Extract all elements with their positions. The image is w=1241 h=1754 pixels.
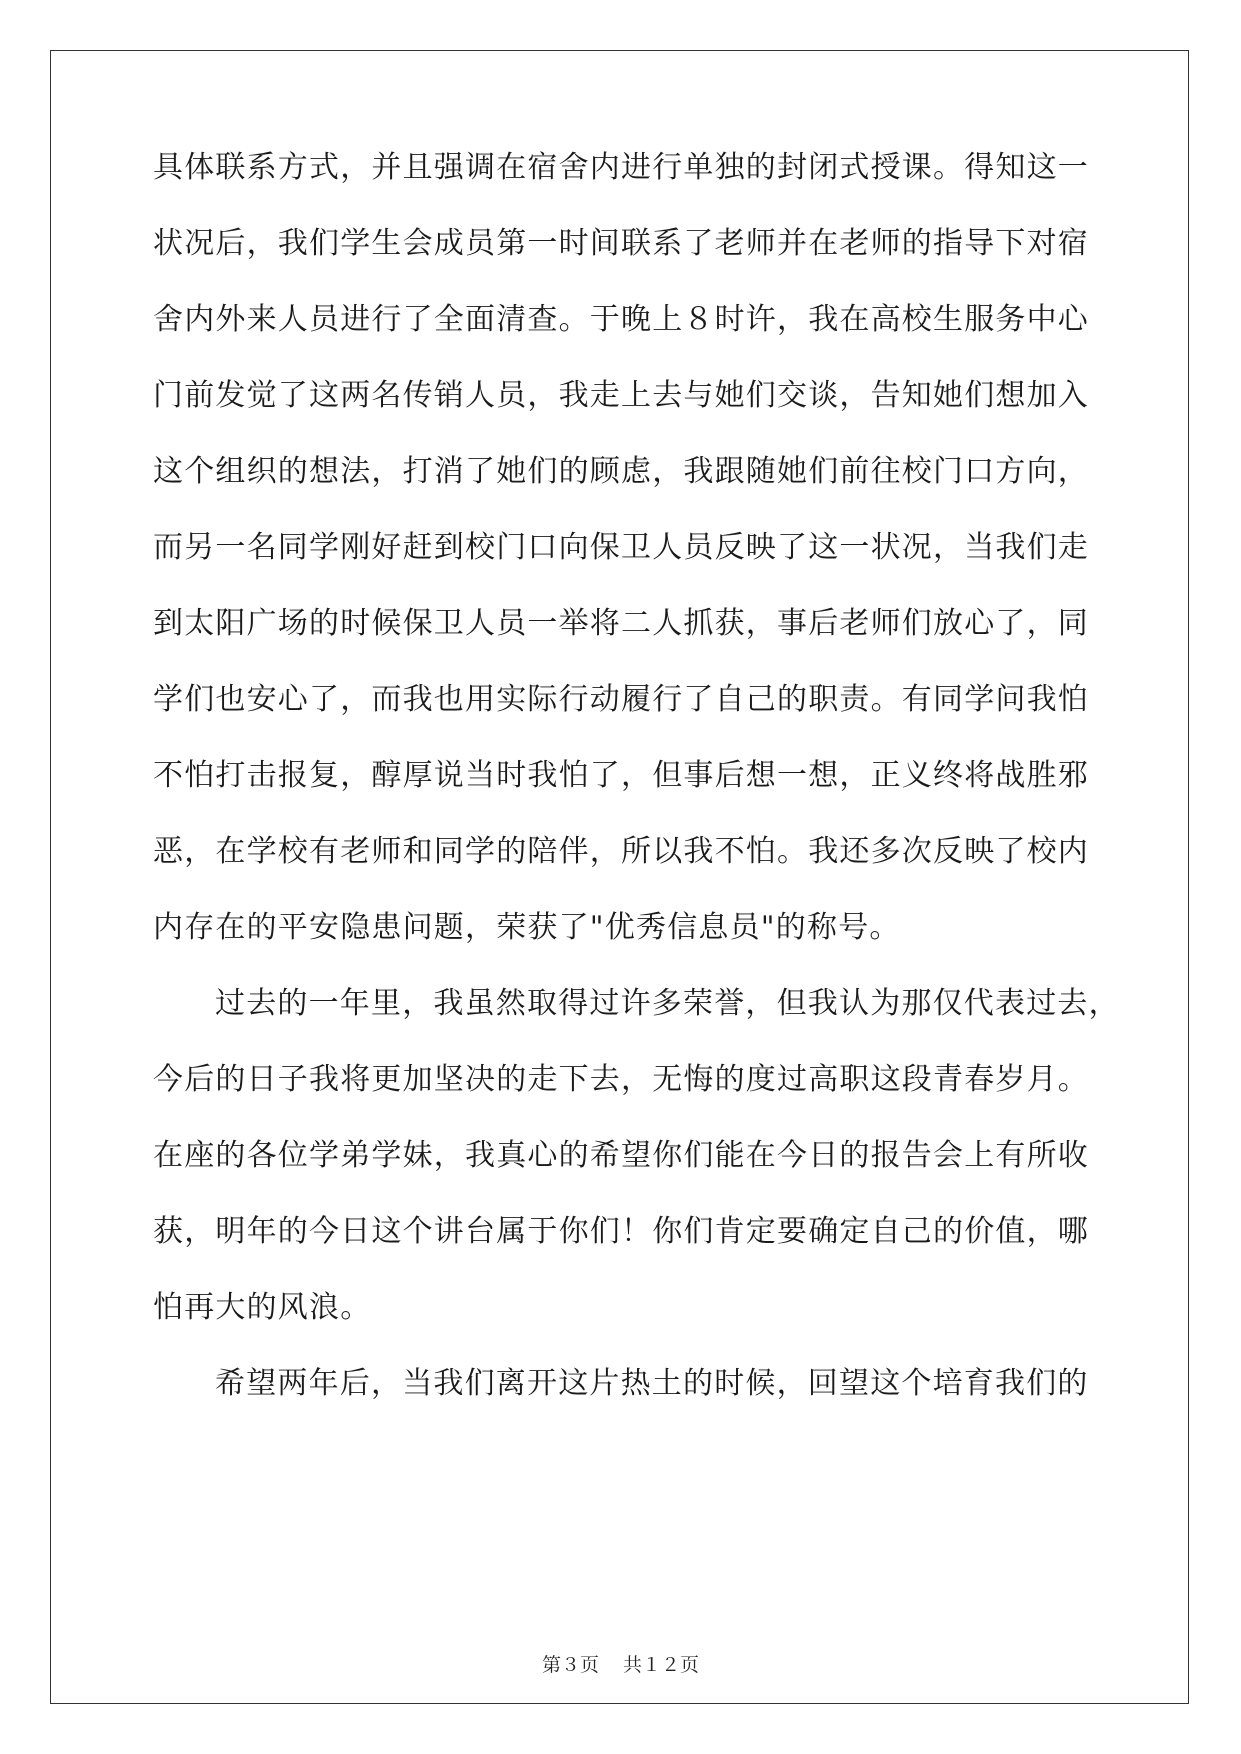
paragraph-2-line-2: 今后的日子我将更加坚决的走下去，无悔的度过高职这段青春岁月。 bbox=[153, 1062, 1089, 1097]
paragraph-2-line-3: 在座的各位学弟学妹，我真心的希望你们能在今日的报告会上有所收 bbox=[153, 1138, 1089, 1173]
page-total: 共１２页 bbox=[623, 1654, 700, 1676]
paragraph-1-line-10: 恶，在学校有老师和同学的陪伴，所以我不怕。我还多次反映了校内 bbox=[153, 834, 1089, 869]
page-border bbox=[50, 50, 1189, 1704]
paragraph-2-line-4: 获，明年的今日这个讲台属于你们！你们肯定要确定自己的价值，哪 bbox=[153, 1214, 1089, 1249]
paragraph-1-line-1: 具体联系方式，并且强调在宿舍内进行单独的封闭式授课。得知这一 bbox=[153, 150, 1089, 185]
paragraph-1-line-3: 舍内外来人员进行了全面清查。于晚上８时许，我在高校生服务中心 bbox=[153, 302, 1089, 337]
paragraph-1-line-5: 这个组织的想法，打消了她们的顾虑，我跟随她们前往校门口方向， bbox=[153, 454, 1089, 489]
paragraph-2-line-5: 怕再大的风浪。 bbox=[153, 1290, 372, 1325]
paragraph-3-line-1: 希望两年后，当我们离开这片热土的时候，回望这个培育我们的 bbox=[215, 1366, 1089, 1401]
paragraph-1-line-11: 内存在的平安隐患问题，荣获了"优秀信息员"的称号。 bbox=[153, 910, 901, 945]
paragraph-1-line-6: 而另一名同学刚好赶到校门口向保卫人员反映了这一状况，当我们走 bbox=[153, 530, 1089, 565]
paragraph-1-line-2: 状况后，我们学生会成员第一时间联系了老师并在老师的指导下对宿 bbox=[153, 226, 1089, 261]
paragraph-2-line-1: 过去的一年里，我虽然取得过许多荣誉，但我认为那仅代表过去， bbox=[215, 986, 1120, 1021]
paragraph-1-line-4: 门前发觉了这两名传销人员，我走上去与她们交谈，告知她们想加入 bbox=[153, 378, 1089, 413]
page-number: 第３页 bbox=[541, 1654, 599, 1676]
paragraph-1-line-7: 到太阳广场的时候保卫人员一举将二人抓获，事后老师们放心了，同 bbox=[153, 606, 1089, 641]
page-footer bbox=[0, 1653, 1241, 1677]
paragraph-1-line-9: 不怕打击报复，醇厚说当时我怕了，但事后想一想，正义终将战胜邪 bbox=[153, 758, 1089, 793]
paragraph-1-line-8: 学们也安心了，而我也用实际行动履行了自己的职责。有同学问我怕 bbox=[153, 682, 1089, 717]
